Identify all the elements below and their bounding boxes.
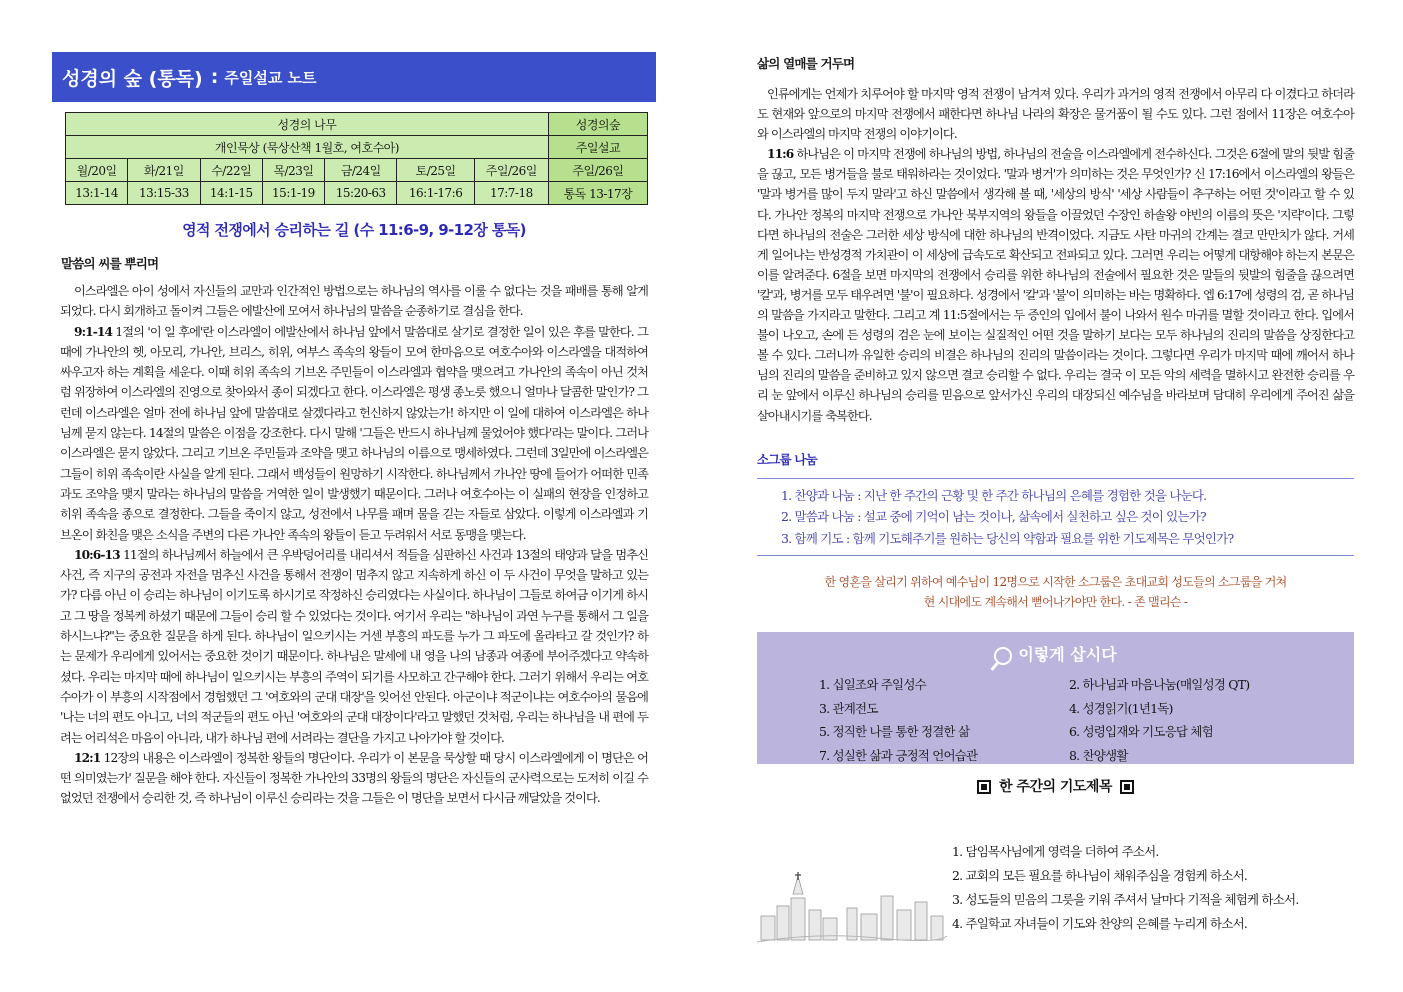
day-row bbox=[66, 159, 648, 182]
day-cell: 금/24일 bbox=[325, 159, 397, 182]
right-page bbox=[757, 52, 1354, 931]
prayer-title bbox=[757, 776, 1354, 796]
live-list bbox=[819, 674, 1339, 767]
reading-cell: 통독 13-17장 bbox=[548, 182, 647, 205]
verse-ref: 11:6 bbox=[767, 147, 794, 162]
verse-ref: 12:1 bbox=[74, 750, 101, 765]
header-bar bbox=[52, 52, 656, 102]
paragraph bbox=[757, 84, 1354, 144]
reading-cell: 15:20-63 bbox=[325, 182, 397, 205]
header-subtitle: 주일설교 노트 bbox=[224, 68, 317, 87]
live-item: 6. 성령입재와 기도응답 체험 bbox=[1069, 724, 1213, 740]
prayer-title-text: 한 주간의 기도제목 bbox=[999, 779, 1112, 796]
day-cell: 주일/26일 bbox=[474, 159, 548, 182]
reading-cell: 13:1-14 bbox=[66, 182, 128, 205]
reading-schedule-table bbox=[65, 112, 648, 205]
prayer-item: 4. 주일학교 자녀들이 기도와 찬양의 은혜를 누리게 하소서. bbox=[952, 916, 1248, 931]
reading-cell: 17:7-18 bbox=[474, 182, 548, 205]
prayer-item: 2. 교회의 모든 필요를 하나님이 채워주심을 경험케 하소서. bbox=[952, 868, 1248, 883]
quote-line: 한 영혼을 살리기 위하여 예수님이 12명으로 시작한 소그룹은 초대교회 성도들의 소그룹을 거쳐 bbox=[824, 575, 1287, 590]
left-page bbox=[52, 52, 656, 809]
reading-cell: 16:1-17:6 bbox=[397, 182, 474, 205]
small-group-item: 3. 함께 기도 : 함께 기도해주기를 원하는 당신의 약함과 필요를 위한 기도제목은 무엇인가? bbox=[781, 530, 1234, 546]
day-cell: 목/23일 bbox=[262, 159, 324, 182]
paragraph-text: 1절의 '이 일 후에'란 이스라엘이 에발산에서 하나님 앞에서 말씀대로 살기로 결정한 일이 있은 후를 말한다. 그때에 가나안의 헷, 아모리, 가나안, 브리스, 히위, 여부스 족속의 왕들이 모여 한마음으로 여호수아와 이스라엘을 대적하여 싸우고자 하는 계획을 세운다. 이때 히위 족속의 기브온 주민들이 이스라엘과 협약을 맺으려고 가나안의 족속이 아닌 것처럼 위장하여 이스라엘의 진영으로 찾아와서 종이 되겠다고 한다. 이스라엘은 평생 종노릇 했으니 얼마나 달콤한 말인가? 그런데 이스라엘은 얼마 전에 하나님 앞에 말씀대로 살겠다라고 헌신하지 않았는가! 하지만 이 일에 대하여 이스라엘은 하나님께 묻지 않는다. 14절의 말씀은 이점을 강조한다. 다시 말해 '그들은 반드시 하나님께 물었어야 했다'라는 말이다. 그러나 이스라엘은 묻지 않았다. 그리고 기브온 주민들과 조약을 맺고 하나님의 이름으로 맹세하였다. 그런데 3일만에 이스라엘은 그들이 히위 족속이란 사실을 알게 된다. 그래서 백성들이 원망하기 시작한다. 하나님께서 가나안 땅에 들어가 어떠한 민족과도 조약을 맺지 말라는 하나님의 말씀을 거역한 일이 발생했기 때문이다. 그러나 여호수아는 이 실패의 현장을 인정하고 히위 족속을 종으로 결정한다. 그들을 죽이지 않고, 성전에서 나무를 패며 물을 긷는 자들로 삼았다. 이렇게 이스라엘과 기브온이 화친을 맺은 소식을 주변의 다른 가나안 족속의 왕들이 듣고 두려워서 서로 동맹을 맺는다. bbox=[60, 324, 648, 542]
paragraph-text: 이스라엘은 아이 성에서 자신들의 교만과 인간적인 방법으로는 하나님의 역사를 이룰 수 없다는 것을 패배를 통해 알게 되었다. 다시 회개하고 돌이켜 그들은 에발산에 모여서 하나님의 말씀을 순종하기로 결심을 한다. bbox=[60, 284, 648, 319]
day-cell: 월/20일 bbox=[66, 159, 128, 182]
forest-label: 성경의숲 bbox=[548, 113, 647, 136]
meditation-label: 개인묵상 (묵상산책 1월호, 여호수아) bbox=[66, 136, 549, 159]
live-item: 3. 관계전도 bbox=[819, 700, 878, 716]
paragraph-text: 하나님은 이 마지막 전쟁에 하나님의 방법, 하나님의 전술을 이스라엘에게 전수하신다. 그것은 6절에 말의 뒷발 힘줄을 끊고, 모든 병거들을 불로 태워하라는 것이었다. '말과 병거'가 의미하는 것은 무엇인가? 신 17:16에서 이스라엘의 왕들은 '말과 병거를 많이 두지 말라'고 하신 말씀에서 생각해 볼 때, '세상의 방식' '세상 사람들이 추구하는 어떤 것'이라고 할 수 있다. 가나안 정복의 마지막 전쟁으로 가나안 북부지역의 왕들을 이끌었던 수장인 하솔왕 야빈의 이름의 뜻은 '지략'이다. 그렇다면 하나님의 전술은 그러한 세상 방식에 대한 하나님의 반격이었다. 지금도 사탄 마귀의 간계는 결코 만만치가 않다. 거세게 일어나는 반성경적 가치관이 이 세상에 급속도로 확산되고 전파되고 있다. 그러면 우리는 어떻게 대항해야 하는지 본문은 이를 알려준다. 6절을 보면 마지막의 전쟁에서 승리를 위한 하나님의 전술에서 필요한 것은 말들의 뒷발의 힘줄을 끊으려면 '칼'과, 병거를 모두 태우려면 '불'이 필요하다. 성경에서 '칼'과 '불'이 의미하는 바는 명확하다. 엡 6:17에 성령의 검, 곧 하나님의 말씀을 가지라고 말한다. 그리고 계 11:5절에서는 두 증인의 입에서 불이 나와서 원수 마귀를 멸할 것이라고 한다. 입에서 불이 나오고, 손에 든 성령의 검은 눈에 보이는 실질적인 어떤 것을 말하기 보다는 모두 하나님의 진리의 말씀을 상징한다고 볼 수 있다. 그러니까 유일한 승리의 비결은 하나님의 진리의 말씀이라는 것이다. 그렇다면 우리가 마지막 때에 깨어서 하나님의 진리의 말씀을 준비하고 있지 않으면 결코 승리할 수 없다. 우리는 결국 이 모든 악의 세력을 멸하시고 완전한 승리를 우리 눈 앞에서 이루신 하나님의 승리를 믿음으로 앞서가신 우리의 대장되신 예수님을 바라보며 담대히 우리에게 주어진 삶을 살아내시기를 축복한다. bbox=[757, 147, 1354, 423]
live-item: 8. 찬양생활 bbox=[1069, 747, 1128, 763]
live-this-way-box bbox=[757, 632, 1354, 764]
paragraph-text: 인류에게는 언제가 치루어야 할 마지막 영적 전쟁이 남겨져 있다. 우리가 과거의 영적 전쟁에서 아무리 다 이겼다고 하더라도 현재와 앞으로의 마지막 전쟁에서 패한다면 하나님 나라의 확장은 물거품이 될 수도 있다. 그런 점에서 11장은 여호수아와 이스라엘의 마지막 전쟁의 이야기이다. bbox=[757, 87, 1354, 142]
small-group-item: 1. 찬양과 나눔 : 지난 한 주간의 근황 및 한 주간 하나님의 은혜를 경험한 것을 나눈다. bbox=[781, 487, 1207, 503]
live-title-text: 이렇게 삽시다 bbox=[1018, 645, 1117, 665]
live-item: 4. 성경읽기(1년1독) bbox=[1069, 700, 1173, 716]
paragraph bbox=[60, 748, 648, 809]
header-title: 성경의 숲 (통독) bbox=[62, 67, 203, 90]
small-group-item: 2. 말씀과 나눔 : 설교 중에 기억이 남는 것이나, 삶속에서 실천하고 싶은 것이 있는가? bbox=[781, 509, 1206, 525]
paragraph-text: 11절의 하나님께서 하늘에서 큰 우박덩어리를 내리셔서 적들을 심판하신 사건과 13절의 태양과 달을 멈추신 사건, 즉 지구의 공전과 자전을 멈추신 사건을 통해서 전쟁이 멈추지 않고 지속하게 하신 이 두 사건이 무엇을 말하고 있는가? 다름 아닌 이 승리는 하나님이 이기도록 하시기로 작정하신 승리였다는 사실이다. 하나님이 그들로 하여금 이기게 하시고 그 땅을 정복케 하셨기 때문에 그들이 승리 할 수 있었다는 것이다. 여기서 우리는 "하나님이 과연 누구를 통해서 그 일을 하시느냐?"는 중요한 질문을 하게 된다. 하나님이 일으키시는 거센 부흥의 파도를 누가 그 파도에 올라타고 갈 것인가? 하는 문제가 우리에게 있어서는 중요한 것이기 때문이다. 하나님은 말세에 내 영을 나의 남종과 여종에 부어주겠다고 약속하셨다. 우리는 마지막 때에 하나님이 일으키시는 부흥의 주역이 되기를 사모하고 간구해야 한다. 그러기 위해서 우리는 여호수아가 이 부흥의 시작점에서 경험했던 그 '여호와의 군대 대장'을 잊어선 안된다. 아군이냐 적군이냐는 여호수아의 물음에 '나는 너의 편도 아니고, 너의 적군들의 편도 아닌 '여호와의 군대 대장이다'라고 말했던 것처럼, 우리는 하나님을 내 편에 두려는 어리석은 마음이 아니라, 내가 하나님 편에 서려라는 결단을 가지고 나아가야 할 것이다. bbox=[60, 547, 648, 745]
reading-row bbox=[66, 182, 648, 205]
quote-line: 현 시대에도 계속해서 뻗어나가야만 한다. - 존 맬리슨 - bbox=[923, 595, 1188, 610]
sermon-body-right bbox=[757, 84, 1354, 426]
prayer-list bbox=[952, 840, 1299, 936]
sermon-label: 주일설교 bbox=[548, 136, 647, 159]
paragraph-text: 12장의 내용은 이스라엘이 정복한 왕들의 명단이다. 우리가 이 본문을 묵상할 때 당시 이스라엘에게 이 명단은 어떤 의미였는가' 질문을 해야 한다. 자신들이 정복한 가나안의 33명의 왕들의 명단은 자신들의 군사력으로는 도저히 이길 수 없었던 전쟁에서 승리한 것, 즉 하나님이 이루신 승리라는 것을 그들은 이 명단을 보면서 다시금 깨달았을 것이다. bbox=[60, 750, 648, 806]
verse-ref: 9:1-14 bbox=[74, 324, 113, 339]
verse-ref: 10:6-13 bbox=[74, 547, 120, 562]
sermon-title: 영적 전쟁에서 승리하는 길 (수 11:6-9, 9-12장 통독) bbox=[182, 221, 526, 239]
small-group-quote bbox=[757, 572, 1354, 612]
prayer-item: 3. 성도들의 믿음의 그릇을 키워 주셔서 날마다 기적을 체험케 하소서. bbox=[952, 892, 1299, 907]
day-cell: 화/21일 bbox=[128, 159, 200, 182]
small-group-box bbox=[757, 478, 1354, 557]
reading-cell: 13:15-33 bbox=[128, 182, 200, 205]
paragraph bbox=[757, 144, 1354, 425]
paragraph bbox=[60, 322, 648, 545]
magnifier-icon bbox=[994, 647, 1012, 665]
section-heading-fruit: 삶의 열매를 거두며 bbox=[757, 56, 855, 71]
paragraph bbox=[60, 545, 648, 748]
day-cell: 주일/26일 bbox=[548, 159, 647, 182]
square-bullet-icon bbox=[977, 780, 991, 794]
reading-cell: 14:1-15 bbox=[200, 182, 262, 205]
small-group-heading: 소그룹 나눔 bbox=[757, 451, 817, 467]
square-bullet-icon bbox=[1120, 780, 1134, 794]
reading-cell: 15:1-19 bbox=[262, 182, 324, 205]
sermon-body-left bbox=[52, 281, 656, 809]
live-title bbox=[757, 632, 1354, 666]
live-item: 7. 성실한 삶과 긍정적 언어습관 bbox=[819, 747, 978, 763]
live-item: 5. 정직한 나를 통한 정결한 삶 bbox=[819, 724, 970, 740]
prayer-item: 1. 담임목사님에게 영력을 더하여 주소서. bbox=[952, 844, 1159, 859]
live-item: 2. 하나님과 마음나눔(매일성경 QT) bbox=[1069, 677, 1250, 693]
live-item: 1. 십일조와 주일성수 bbox=[819, 677, 926, 693]
day-cell: 수/22일 bbox=[200, 159, 262, 182]
church-illustration bbox=[757, 872, 947, 944]
tree-label: 성경의 나무 bbox=[66, 113, 549, 136]
day-cell: 토/25일 bbox=[397, 159, 474, 182]
header-separator: : bbox=[210, 66, 219, 88]
section-heading-seed: 말씀의 씨를 뿌리며 bbox=[61, 256, 159, 271]
paragraph bbox=[60, 281, 648, 322]
